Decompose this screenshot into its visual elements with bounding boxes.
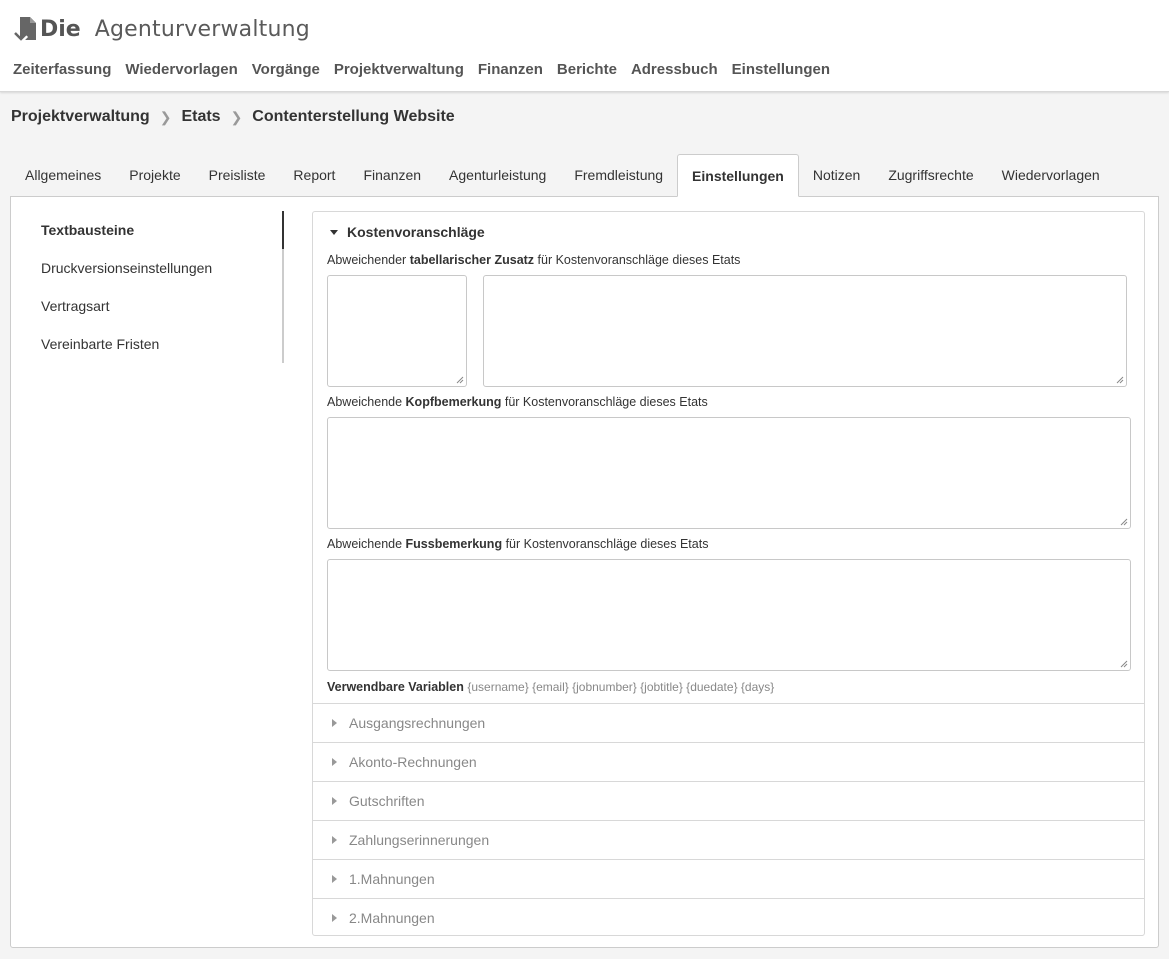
nav-finanzen[interactable]: Finanzen [477,61,543,78]
caret-right-icon [332,719,337,727]
resize-handle-icon[interactable] [456,376,464,384]
label-text: Abweichender [327,253,410,267]
accordion-header-ausgangsrechnungen[interactable] [313,703,1144,742]
settings-panel [10,196,1159,948]
caret-right-icon [332,836,337,844]
nav-adressbuch[interactable]: Adressbuch [630,61,718,78]
nav-projektverwaltung[interactable]: Projektverwaltung [333,61,464,78]
accordion-title: Ausgangsrechnungen [349,715,486,731]
label-text: Abweichende [327,537,406,551]
accordion-header-akonto-rechnungen[interactable] [313,742,1144,781]
settings-sidenav [11,211,284,363]
sidenav-item-textbausteine[interactable]: Textbausteine [11,211,284,249]
tabellarischer-zusatz-right-textarea[interactable] [483,275,1127,387]
accordion-header-1-mahnungen[interactable] [313,859,1144,898]
textbausteine-accordion [312,211,1145,936]
accordion-title: 2.Mahnungen [349,910,435,926]
field-label-tabellarischer-zusatz [327,252,1130,269]
spacer [313,696,1144,703]
sidenav-item-druckversionseinstellungen[interactable]: Druckversionseinstellungen [41,260,213,276]
label-bold: Kopfbemerkung [405,395,502,409]
nav-vorgaenge[interactable]: Vorgänge [251,61,320,78]
nav-berichte[interactable]: Berichte [556,61,617,78]
chevron-right-icon: ❯ [159,109,172,125]
field-label-kopfbemerkung [327,394,1130,411]
kopfbemerkung-textarea[interactable] [327,417,1131,529]
logo-name: Agenturverwaltung [94,16,310,42]
tab-notizen[interactable]: Notizen [812,167,861,183]
accordion-header-gutschriften[interactable] [313,781,1144,820]
main-nav [6,58,837,82]
nav-wiedervorlagen[interactable]: Wiedervorlagen [125,61,238,78]
available-variables [327,679,1130,696]
resize-handle-icon[interactable] [1120,518,1128,526]
field-label-fussbemerkung [327,536,1130,553]
chevron-right-icon: ❯ [230,109,243,125]
sidenav-item-vereinbarte-fristen[interactable]: Vereinbarte Fristen [41,336,160,352]
breadcrumb [11,105,455,129]
tab-report[interactable]: Report [293,167,336,183]
tab-bar [11,154,1114,197]
accordion-body-kostenvoranschlaege [313,252,1144,696]
caret-right-icon [332,758,337,766]
resize-handle-icon[interactable] [1116,376,1124,384]
logo-icon [14,16,38,42]
variables-label: Verwendbare Variablen [327,680,464,694]
top-bar [0,0,1169,92]
nav-einstellungen[interactable]: Einstellungen [731,61,830,78]
caret-right-icon [332,914,337,922]
tab-projekte[interactable]: Projekte [129,167,181,183]
tab-zugriffsrechte[interactable]: Zugriffsrechte [888,167,974,183]
accordion-header-2-mahnungen[interactable] [313,898,1144,937]
sidenav-item-vertragsart[interactable]: Vertragsart [41,298,110,314]
accordion-header-kostenvoranschlaege[interactable] [313,212,1144,252]
label-text: für Kostenvoranschläge dieses Etats [501,395,708,409]
caret-right-icon [332,797,337,805]
accordion-title: 1.Mahnungen [349,871,435,887]
breadcrumb-item[interactable]: Projektverwaltung [11,108,150,125]
resize-handle-icon[interactable] [1120,660,1128,668]
label-text: Abweichende [327,395,406,409]
breadcrumb-item[interactable]: Etats [181,108,221,125]
tabellarischer-zusatz-left-textarea[interactable] [327,275,467,387]
tab-preisliste[interactable]: Preisliste [208,167,266,183]
nav-zeiterfassung[interactable]: Zeiterfassung [13,61,112,78]
caret-right-icon [332,875,337,883]
logo-prefix: Die [40,16,81,42]
fussbemerkung-textarea[interactable] [327,559,1131,671]
breadcrumb-current: Contenterstellung Website [252,108,455,125]
accordion-title: Akonto-Rechnungen [349,754,477,770]
app-logo[interactable] [14,14,310,44]
tab-fremdleistung[interactable]: Fremdleistung [574,167,664,183]
tab-finanzen[interactable]: Finanzen [363,167,422,183]
accordion-title: Zahlungserinnerungen [349,832,490,848]
accordion-title: Kostenvoranschläge [347,224,485,240]
variables-list: {username} {email} {jobnumber} {jobtitle} {duedate} {days} [467,680,775,694]
accordion-title: Gutschriften [349,793,425,809]
accordion-header-zahlungserinnerungen[interactable] [313,820,1144,859]
label-bold: Fussbemerkung [405,537,503,551]
tabellarischer-zusatz-row [327,275,1130,387]
label-text: für Kostenvoranschläge dieses Etats [534,253,741,267]
tab-allgemeines[interactable]: Allgemeines [25,167,102,183]
tab-agenturleistung[interactable]: Agenturleistung [449,167,547,183]
tab-einstellungen[interactable]: Einstellungen [677,154,799,197]
caret-down-icon [330,230,338,235]
tab-wiedervorlagen[interactable]: Wiedervorlagen [1001,167,1100,183]
label-text: für Kostenvoranschläge dieses Etats [502,537,709,551]
label-bold: tabellarischer Zusatz [409,253,535,267]
